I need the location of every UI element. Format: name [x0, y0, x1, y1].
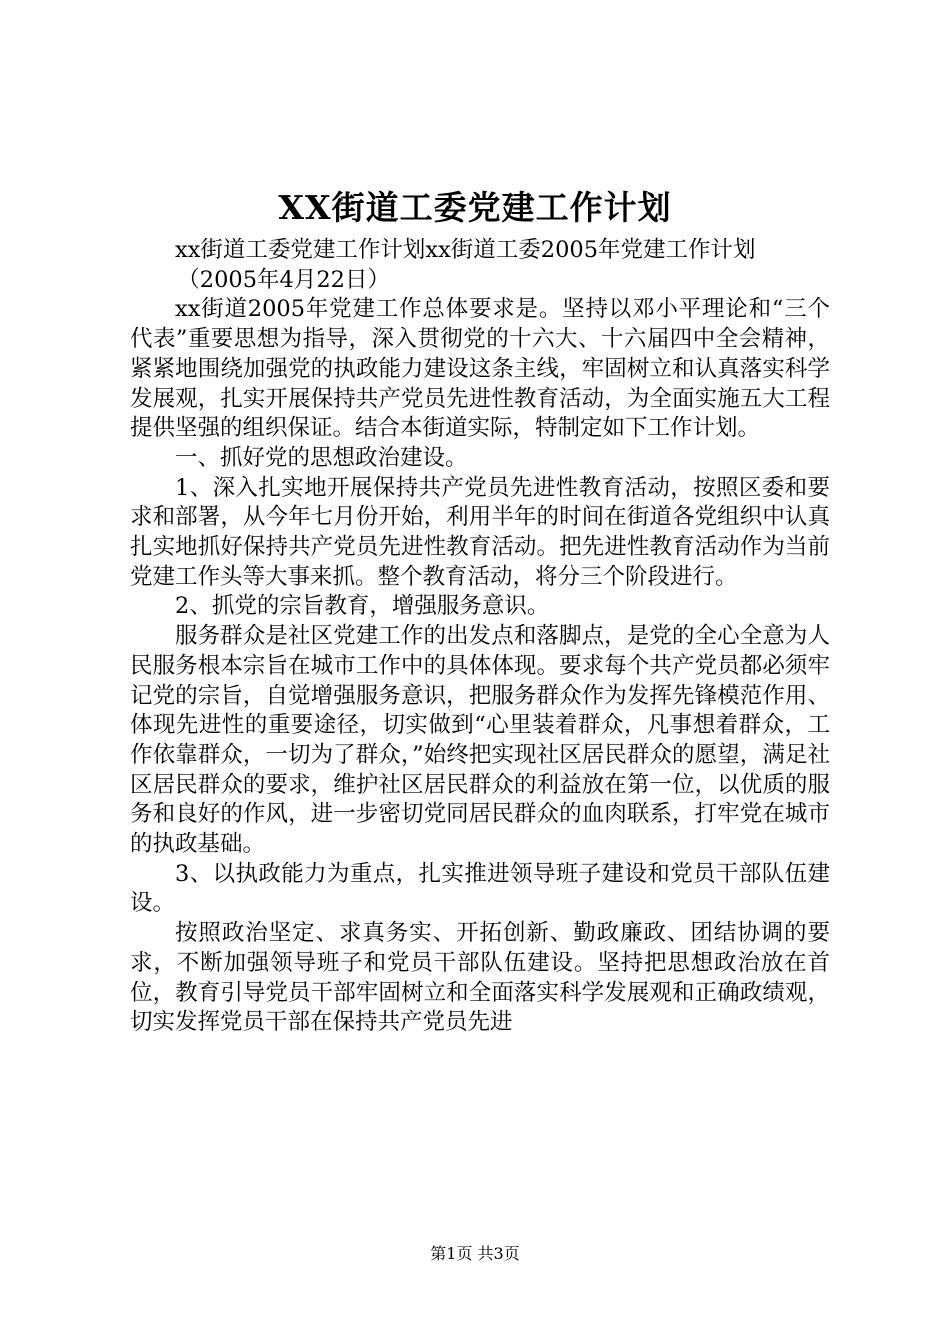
paragraph-item-3: 3、以执政能力为重点，扎实推进领导班子建设和党员干部队伍建设。: [130, 860, 830, 917]
paragraph-intro: xx街道工委党建工作计划xx街道工委2005年党建工作计划: [175, 237, 756, 263]
paragraph-leadership-building: 按照政治坚定、求真务实、开拓创新、勤政廉政、团结协调的要求，不断加强领导班子和党员干部队伍建设。坚持把思想政治放在首位，教育引导党员干部牢固树立和全面落实科学发展观和正确政绩观，切实发挥党员干部在保持共产党员先进: [130, 920, 830, 1036]
paragraph-item-1: 1、深入扎实地开展保持共产党员先进性教育活动，按照区委和要求和部署，从今年七月份开始，利用半年的时间在街道各党组织中认真扎实地抓好保持共产党员先进性教育活动。把先进性教育活动作为当前党建工作头等大事来抓。整个教育活动，将分三个阶段进行。: [130, 474, 830, 590]
paragraph-date: （2005年4月22日）: [177, 266, 390, 293]
section-heading-1: 一、抓好党的思想政治建设。: [175, 444, 468, 471]
paragraph-service-masses: 服务群众是社区党建工作的出发点和落脚点，是党的全心全意为人民服务根本宗旨在城市工作中的具体体现。要求每个共产党员都必须牢记党的宗旨，自觉增强服务意识，把服务群众作为发挥先锋模范作用、体现先进性的重要途径，切实做到“心里装着群众，凡事想着群众，工作依靠群众，一切为了群众，”始终把实现社区居民群众的愿望，满足社区居民群众的要求，维护社区居民群众的利益放在第一位，以优质的服务和良好的作风，进一步密切党同居民群众的血肉联系，打牢党在城市的执政基础。: [130, 623, 830, 858]
page-footer: 第1页 共3页: [430, 1244, 520, 1263]
document-title: XX街道工委党建工作计划: [278, 188, 672, 227]
paragraph-item-2: 2、抓党的宗旨教育，增强服务意识。: [175, 593, 550, 620]
document-body: [130, 236, 830, 1038]
paragraph-overall-requirements: xx街道2005年党建工作总体要求是。坚持以邓小平理论和“三个代表”重要思想为指导，深入贯彻党的十六大、十六届四中全会精神，紧紧地围绕加强党的执政能力建设这条主线，牢固树立和认真落实科学发展观，扎实开展保持共产党员先进性教育活动，为全面实施五大工程提供坚强的组织保证。结合本街道实际，特制定如下工作计划。: [130, 296, 830, 442]
